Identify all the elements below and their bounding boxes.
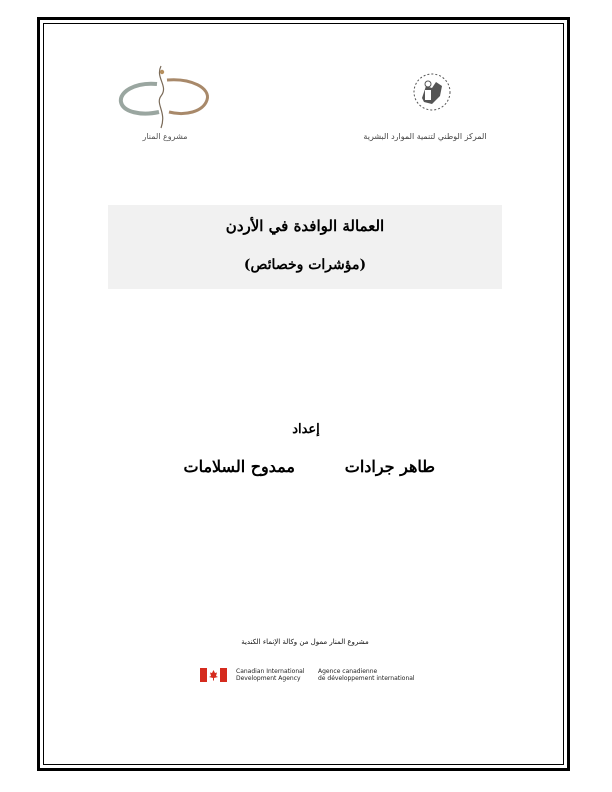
funding-note: مشروع المنار ممول من وكالة الإنماء الكندية [241, 638, 369, 646]
author-name: ممدوح السلامات [183, 457, 295, 476]
cida-french-name: Agence canadienne de développement international [318, 668, 415, 682]
almanar-caption: مشروع المنار [142, 132, 188, 141]
cida-english-name: Canadian International Development Agency [236, 668, 305, 682]
almanar-logo [115, 62, 215, 152]
document-title: العمالة الوافدة في الأردن [225, 217, 385, 235]
title-box [108, 205, 502, 289]
nchrd-caption: المركز الوطني لتنمية الموارد البشرية [363, 132, 487, 141]
nchrd-logo-icon [412, 70, 452, 120]
nchrd-logo [360, 70, 490, 150]
author-name: طاهر جرادات [344, 457, 435, 476]
canada-flag-icon [200, 668, 227, 682]
cida-logo [200, 668, 420, 688]
prepared-by-label: إعداد [292, 422, 320, 437]
almanar-logo-icon [115, 62, 215, 132]
document-subtitle: (مؤشرات وخصائص) [243, 257, 367, 273]
